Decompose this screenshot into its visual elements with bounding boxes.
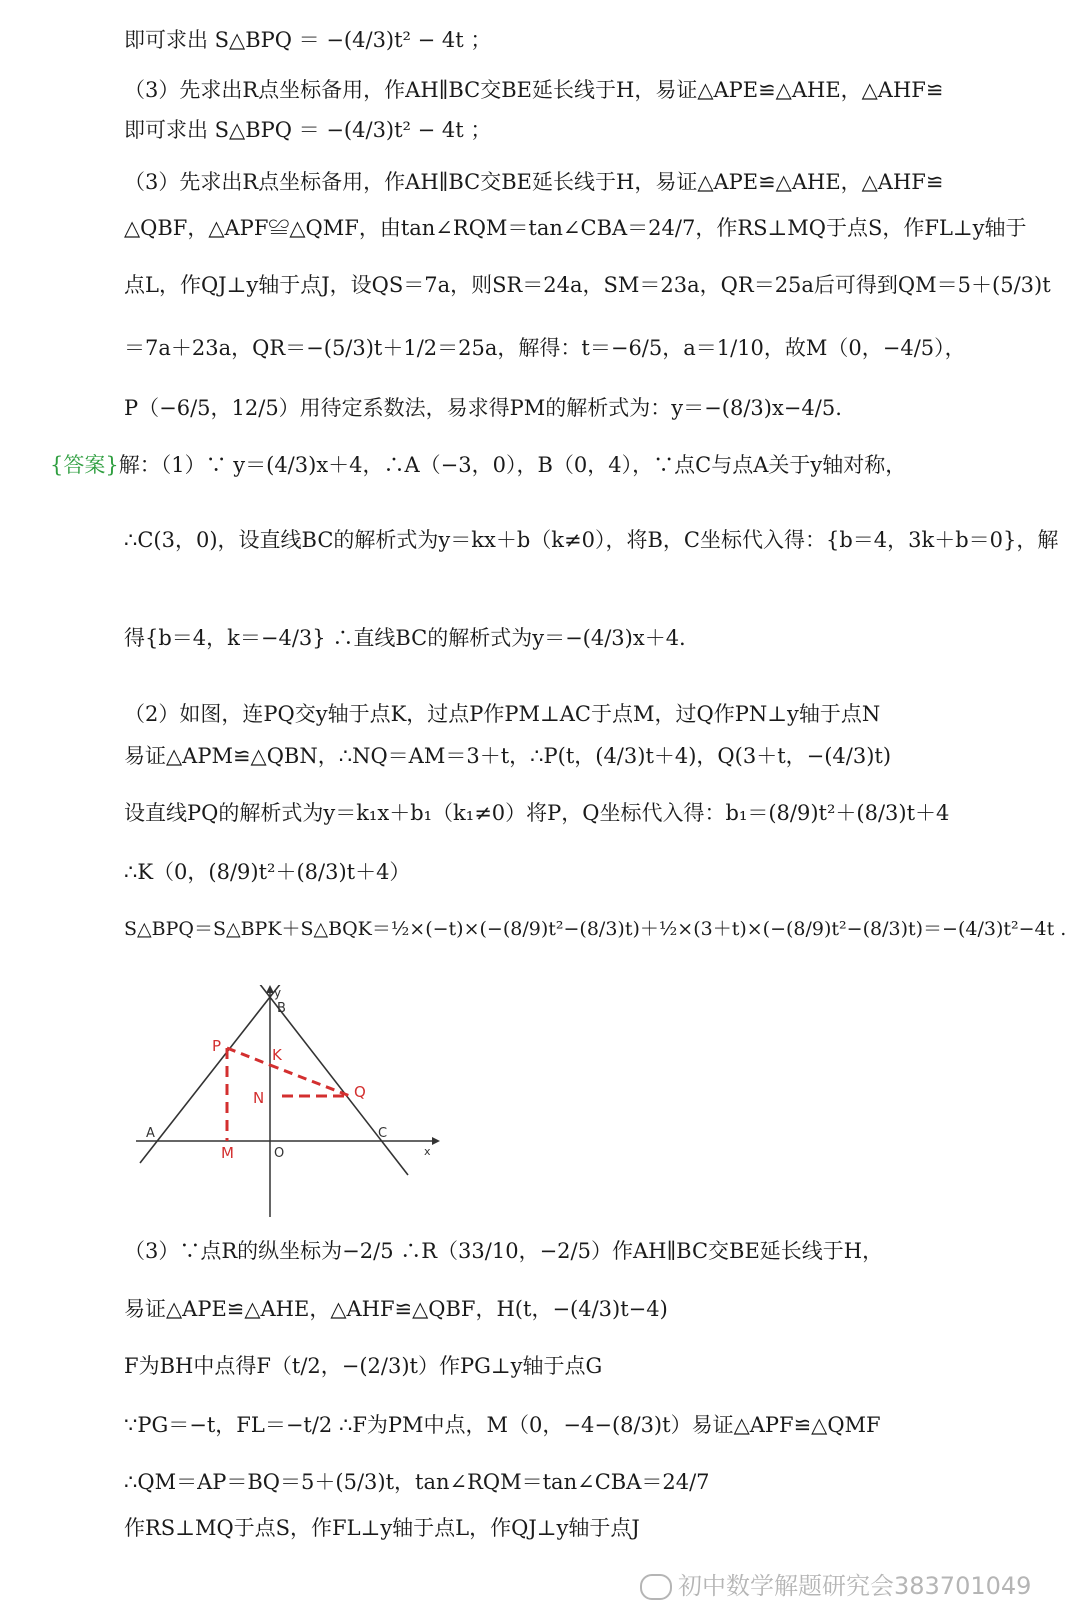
line-4: （3）先求出R点坐标备用，作AH∥BC交BE延长线于H，易证△APE≌△AHE，△AHF≌ [124,170,944,194]
y-axis-arrow [266,985,274,993]
answer-tag: {答案} [50,453,119,477]
line-5: △QBF，△APF≌△QMF，由tan∠RQM＝tan∠CBA＝24/7，作RS⊥MQ于点S，作FL⊥y轴于 [124,216,1027,240]
line-20: ∵PG＝−t，FL＝−t/2 ∴F为PM中点，M（0，−4−(8/3)t）易证△APF≌△QMF [124,1413,881,1437]
geometry-figure [132,985,442,1220]
line-12: （2）如图，连PQ交y轴于点K，过点P作PM⊥AC于点M，过Q作PN⊥y轴于点N [124,702,881,726]
segment-kq [270,1065,350,1096]
label-a: A [146,1126,155,1141]
watermark [640,1566,1031,1601]
wechat-icon [640,1574,672,1600]
line-21: ∴QM＝AP＝BQ＝5＋(5/3)t，tan∠RQM＝tan∠CBA＝24/7 [124,1470,710,1494]
line-15: ∴K（0，(8/9)t²＋(8/3)t＋4） [124,860,411,884]
x-axis-arrow [432,1137,440,1145]
label-p: P [212,1037,222,1055]
line-7: ＝7a＋23a，QR＝−(5/3)t＋1/2＝25a，解得：t＝−6/5，a＝1/10，故M（0，−4/5）， [124,336,966,360]
line-17: （3）∵点R的纵坐标为−2/5 ∴R（33/10，−2/5）作AH∥BC交BE延长线于H， [124,1239,884,1263]
answer-line [50,455,906,476]
line-22: 作RS⊥MQ于点S，作FL⊥y轴于点L，作QJ⊥y轴于点J [124,1516,640,1540]
line-13: 易证△APM≌△QBN，∴NQ＝AM＝3＋t，∴P(t，(4/3)t＋4)，Q(3＋t，−(4/3)t) [124,744,892,768]
line-ab [140,985,281,1163]
line-6: 点L，作QJ⊥y轴于点J，设QS＝7a，则SR＝24a，SM＝23a，QR＝25a后可得到QM＝5＋(5/3)t [124,273,1051,297]
line-2: （3）先求出R点坐标备用，作AH∥BC交BE延长线于H，易证△APE≌△AHE，△AHF≌ [124,78,944,102]
label-b: B [277,1001,286,1016]
watermark-text: 初中数学解题研究会383701049 [678,1572,1032,1600]
line-10: ∴C(3，0)，设直线BC的解析式为y＝kx＋b（k≠0），将B，C坐标代入得：{b＝4，3k＋b＝0}，解 [124,528,1059,552]
label-k: K [272,1046,282,1064]
label-y: y [274,986,282,1000]
segment-pk [227,1048,270,1065]
line-16: S△BPQ＝S△BPK＋S△BQK＝½×(−t)×(−(8/9)t²−(8/3)t)＋½×(3＋t)×(−(8/9)t²−(8/3)t)＝−(4/3)t²−4t . [124,918,1067,940]
label-o: O [274,1146,285,1161]
line-11: 得{b＝4，k＝−4/3} ∴直线BC的解析式为y＝−(4/3)x＋4. [124,626,686,650]
line-8: P（−6/5，12/5）用待定系数法，易求得PM的解析式为：y＝−(8/3)x−4/5. [124,396,842,420]
label-c: C [378,1126,388,1141]
label-x: x [424,1145,431,1158]
line-19: F为BH中点得F（t/2，−(2/3)t）作PG⊥y轴于点G [124,1354,603,1378]
answer-text: 解：（1）∵ y＝(4/3)x＋4，∴A（−3，0），B（0，4），∵点C与点A关于y轴对称， [118,453,907,477]
label-m: M [221,1144,234,1162]
line-18: 易证△APE≌△AHE，△AHF≌△QBF，H(t，−(4/3)t−4) [124,1297,668,1321]
line-3: 即可求出 S△BPQ ＝ −(4/3)t² − 4t ； [124,118,492,142]
line-14: 设直线PQ的解析式为y＝k₁x＋b₁（k₁≠0）将P，Q坐标代入得：b₁＝(8/9)t²＋(8/3)t＋4 [124,801,950,825]
label-q: Q [354,1083,366,1101]
line-1: 即可求出 S△BPQ ＝ −(4/3)t² − 4t ； [124,28,492,52]
label-n: N [253,1089,265,1107]
